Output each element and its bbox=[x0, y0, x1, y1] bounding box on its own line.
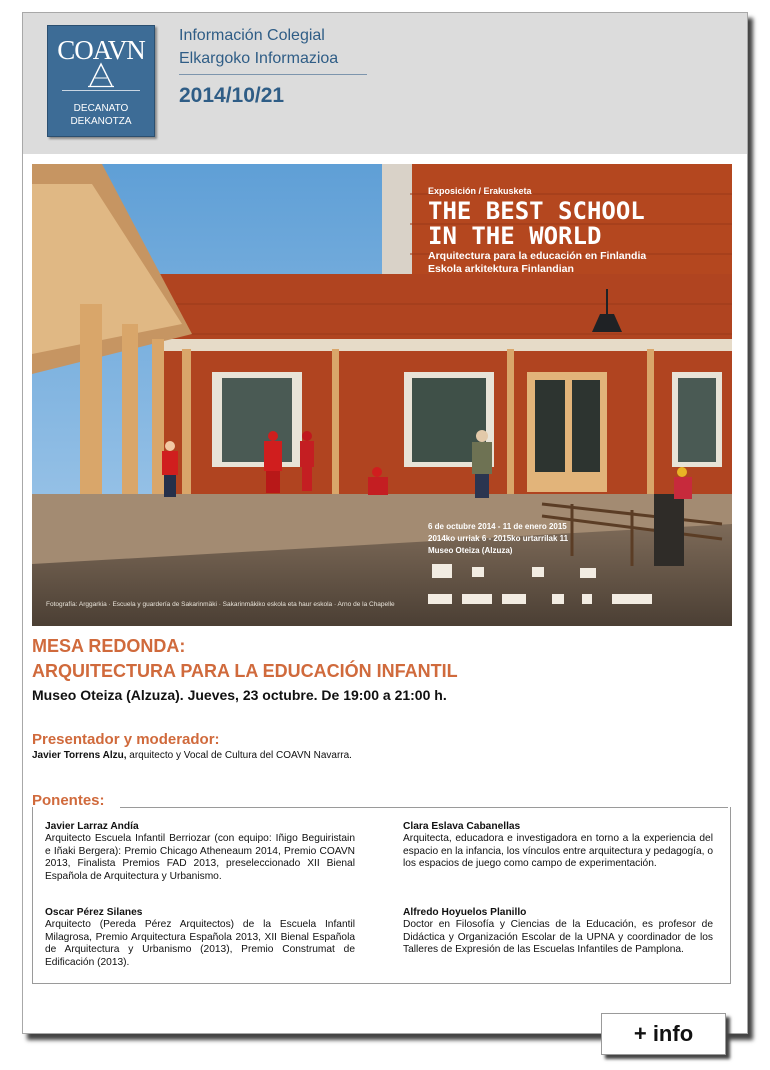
speaker-item bbox=[45, 821, 355, 883]
newsletter-sheet bbox=[22, 12, 748, 1034]
coavn-logo bbox=[47, 25, 155, 137]
poster-kicker: Exposición / Erakusketa bbox=[428, 186, 532, 196]
logo-decanato: DECANATO bbox=[73, 103, 129, 114]
speaker-bio: Doctor en Filosofía y Ciencias de la Educación, es profesor de Didáctica y Organización Escolar de la UPNA y coordinador de los Talleres de Expresión de las Escuelas Infantiles de Pamplona. bbox=[403, 919, 713, 956]
presenter-description: arquitecto y Vocal de Cultura del COAVN Navarra. bbox=[126, 750, 352, 761]
speakers-label: Ponentes: bbox=[32, 792, 105, 809]
exhibition-poster bbox=[32, 164, 732, 626]
header bbox=[23, 13, 747, 154]
presenter-name: Javier Torrens Alzu, bbox=[32, 750, 127, 761]
speakers-box bbox=[32, 807, 731, 984]
poster-venue: Museo Oteiza (Alzuza) bbox=[428, 546, 513, 555]
logo-dekanotza: DEKANOTZA bbox=[70, 116, 132, 127]
school-photo bbox=[32, 164, 732, 626]
header-divider bbox=[179, 74, 367, 75]
event-heading-line1: MESA REDONDA: bbox=[32, 636, 186, 656]
presenter-label: Presentador y moderador: bbox=[32, 731, 220, 748]
photo-credit: Fotografía: Arggarkia · Escuela y guardería de Sakarinmäki · Sakarinmäkiko eskola eta haur eskola · Arno de la Chapelle bbox=[46, 601, 395, 608]
header-title-eu: Elkargoko Informazioa bbox=[179, 50, 339, 67]
speaker-name: Clara Eslava Cabanellas bbox=[403, 821, 521, 832]
speaker-bio: Arquitecta, educadora e investigadora en torno a la experiencia del espacio en la infancia, los vínculos entre arquitectura y pedagogía, o los espacios de juego como campo de experimentación. bbox=[403, 833, 713, 870]
issue-date: 2014/10/21 bbox=[179, 84, 285, 107]
speaker-name: Javier Larraz Andía bbox=[45, 821, 139, 832]
speaker-item bbox=[403, 907, 713, 957]
poster-dates-es: 6 de octubre 2014 - 11 de enero 2015 bbox=[428, 522, 567, 531]
poster-subtitle-es: Arquitectura para la educación en Finlandia bbox=[428, 250, 647, 262]
speaker-name: Oscar Pérez Silanes bbox=[45, 907, 143, 918]
logo-wordmark: COAVN bbox=[57, 35, 145, 65]
event-heading-line2: ARQUITECTURA PARA LA EDUCACIÓN INFANTIL bbox=[32, 661, 458, 681]
poster-title-line1: THE BEST SCHOOL bbox=[428, 197, 645, 225]
logo-divider bbox=[62, 90, 140, 91]
poster-title-line2: IN THE WORLD bbox=[428, 222, 602, 250]
speaker-item bbox=[403, 821, 713, 871]
presenter-line bbox=[32, 750, 352, 761]
speaker-bio: Arquitecto (Pereda Pérez Arquitectos) de la Escuela Infantil Milagrosa, Premio Arquitectura Española 2013, XII Bienal Española de Arquitectura y Urbanismo (2013), Premio Construmat de Edificación (2013). bbox=[45, 919, 355, 968]
event-details: Museo Oteiza (Alzuza). Jueves, 23 octubre. De 19:00 a 21:00 h. bbox=[32, 687, 447, 703]
poster-subtitle-eu: Eskola arkitektura Finlandian bbox=[428, 263, 574, 275]
speaker-bio: Arquitecto Escuela Infantil Berriozar (con equipo: Iñigo Beguiristain e Iñaki Bergera): Premio Chicago Atheneaum 2014, Premio COAVN 2013, Finalista Premios FAD 2013, preseleccionado XII Bienal Española de Arquitectura y Urbanismo. bbox=[45, 833, 355, 882]
poster-dates-eu: 2014ko urriak 6 - 2015ko urtarrilak 11 bbox=[428, 534, 569, 543]
logo-column-icon bbox=[86, 62, 116, 88]
speaker-item bbox=[45, 907, 355, 969]
more-info-button[interactable]: + info bbox=[601, 1013, 726, 1055]
header-title-es: Información Colegial bbox=[179, 27, 325, 44]
speaker-name: Alfredo Hoyuelos Planillo bbox=[403, 907, 527, 918]
